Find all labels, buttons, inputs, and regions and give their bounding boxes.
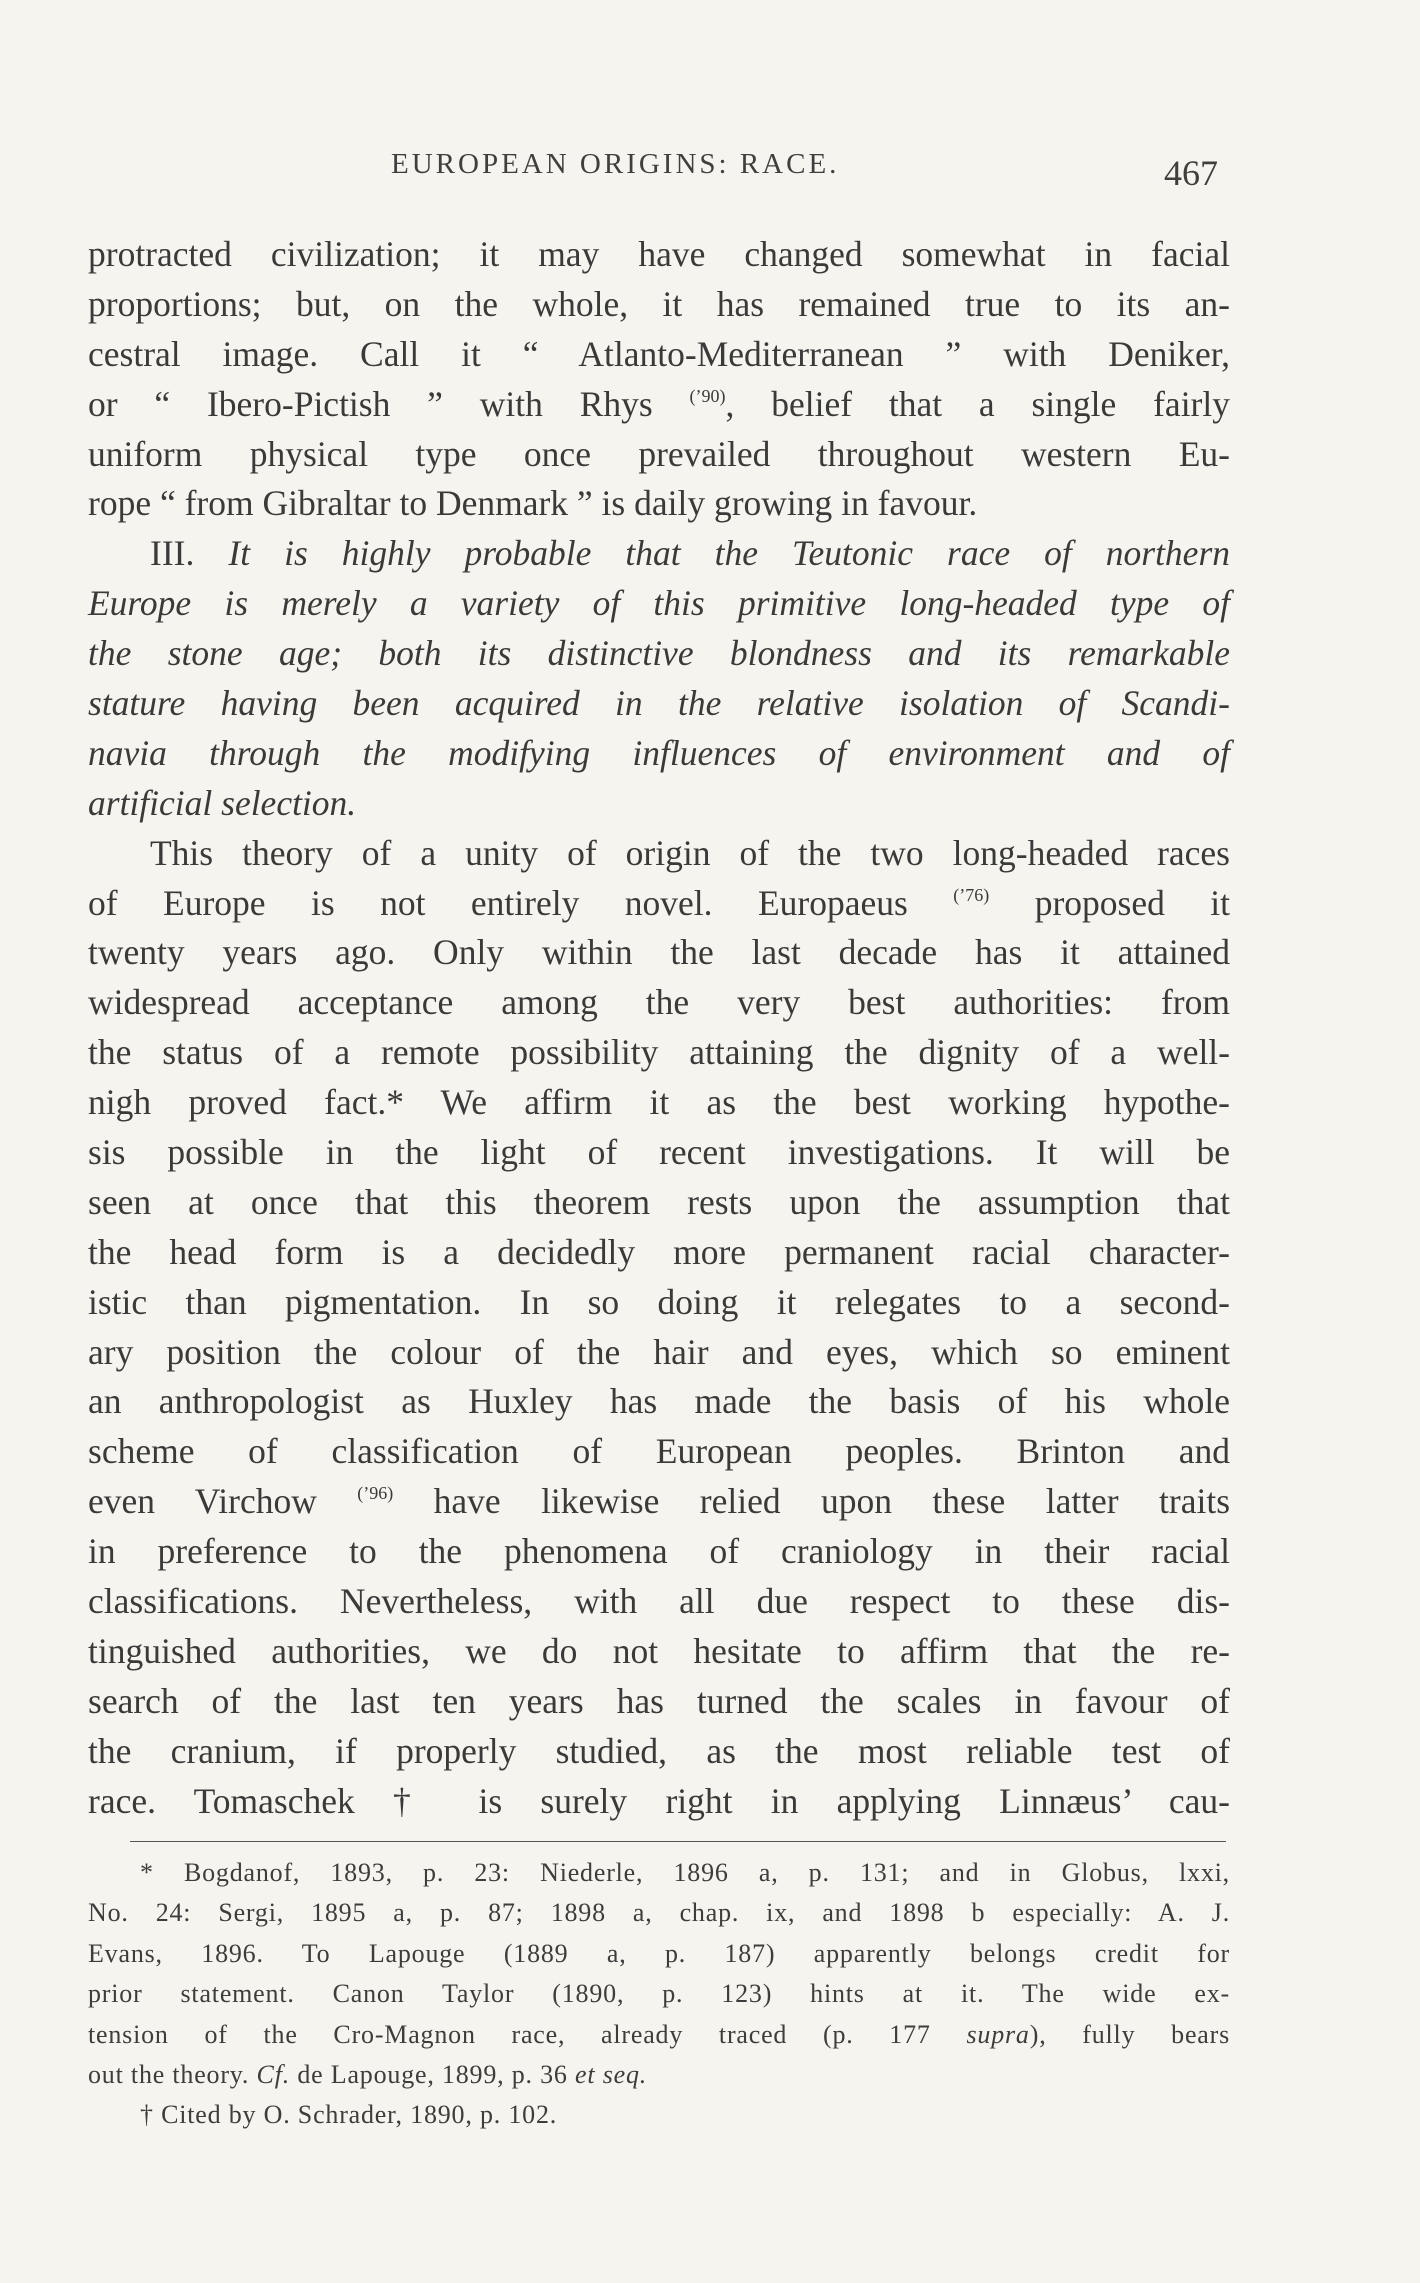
body-line	[88, 380, 1230, 430]
footnote-segment: ), fully bears	[1029, 2019, 1231, 2049]
body-line: nigh proved fact.* We affirm it as the best working hypothe-	[88, 1082, 1230, 1123]
body-line: This theory of a unity of origin of the two long-headed races	[150, 832, 1230, 873]
page-number: 467	[1164, 153, 1218, 193]
footnote-segment: tension of the Cro-Magnon race, already traced (p. 177	[88, 2019, 931, 2049]
footnotes	[88, 1853, 1230, 2136]
book-page	[88, 0, 1230, 2283]
body-line: artificial selection.	[88, 782, 357, 823]
footnote-segment: de Lapouge, 1899, p. 36	[297, 2059, 568, 2089]
footnote-italic: et seq.	[575, 2059, 648, 2089]
section-numeral: III.	[150, 533, 195, 574]
body-line: Europe is merely a variety of this primitive long-headed type of	[88, 583, 1230, 624]
body-text-segment: of Europe is not entirely novel. Europaeus	[88, 882, 908, 923]
body-text-segment: even Virchow	[88, 1481, 317, 1522]
footnote-divider	[130, 1841, 1226, 1842]
footnote-italic: supra	[966, 2019, 1030, 2049]
body-line: the status of a remote possibility attaining the dignity of a well-	[88, 1032, 1230, 1073]
body-line: the head form is a decidedly more permanent racial character-	[88, 1231, 1230, 1272]
body-line: race. Tomaschek † is surely right in applying Linnæus’ cau-	[88, 1780, 1230, 1821]
body-line: seen at once that this theorem rests upon the assumption that	[88, 1181, 1230, 1222]
running-head	[88, 148, 1230, 198]
body-line: proportions; but, on the whole, it has remained true to its an-	[88, 283, 1230, 324]
body-line: the stone age; both its distinctive blondness and its remarkable	[88, 633, 1230, 674]
body-line: uniform physical type once prevailed throughout western Eu-	[88, 433, 1230, 474]
body-text-segment: proposed it	[1034, 882, 1231, 923]
body-line: ary position the colour of the hair and eyes, which so eminent	[88, 1331, 1230, 1372]
footnote-line	[88, 2055, 1230, 2095]
body-line	[88, 529, 1230, 579]
footnote-line: No. 24: Sergi, 1895 a, p. 87; 1898 a, chap. ix, and 1898 b especially: A. J.	[88, 1898, 1230, 1928]
body-line	[88, 879, 1230, 929]
body-line: istic than pigmentation. In so doing it relegates to a second-	[88, 1281, 1230, 1322]
reference-citation: (’96)	[357, 1483, 394, 1504]
footnote-line	[88, 2015, 1230, 2055]
body-line: the cranium, if properly studied, as the most reliable test of	[88, 1730, 1230, 1771]
body-line: sis possible in the light of recent investigations. It will be	[88, 1132, 1230, 1173]
body-line: classifications. Nevertheless, with all due respect to these dis-	[88, 1581, 1230, 1622]
body-line: stature having been acquired in the relative isolation of Scandi-	[88, 683, 1230, 724]
footnote-segment: out the theory.	[88, 2059, 250, 2089]
footnote-italic: Cf.	[256, 2059, 291, 2089]
body-line: an anthropologist as Huxley has made the basis of his whole	[88, 1381, 1230, 1422]
body-text	[88, 230, 1230, 1827]
body-line: twenty years ago. Only within the last decade has it attained	[88, 932, 1230, 973]
footnote-line: * Bogdanof, 1893, p. 23: Niederle, 1896 a, p. 131; and in Globus, lxxi,	[140, 1858, 1230, 1887]
reference-citation: (’76)	[953, 884, 990, 905]
body-line: in preference to the phenomena of craniology in their racial	[88, 1531, 1230, 1572]
body-line: rope “ from Gibraltar to Denmark ” is daily growing in favour.	[88, 483, 978, 524]
footnote-line: † Cited by O. Schrader, 1890, p. 102.	[140, 2100, 558, 2130]
body-line	[88, 1477, 1230, 1527]
footnote-line: prior statement. Canon Taylor (1890, p. 123) hints at it. The wide ex-	[88, 1979, 1230, 2009]
body-line: tinguished authorities, we do not hesitate to affirm that the re-	[88, 1630, 1230, 1671]
body-text-segment: have likewise relied upon these latter traits	[433, 1481, 1231, 1522]
footnote-line: Evans, 1896. To Lapouge (1889 a, p. 187) apparently belongs credit for	[88, 1938, 1230, 1968]
body-line: scheme of classification of European peoples. Brinton and	[88, 1431, 1230, 1472]
reference-citation: (’90)	[689, 385, 726, 406]
body-text-segment: or “ Ibero-Pictish ” with Rhys	[88, 383, 653, 424]
body-line: widespread acceptance among the very best authorities: from	[88, 982, 1230, 1023]
italic-thesis: It is highly probable that the Teutonic race of northern	[228, 533, 1231, 574]
body-line: search of the last ten years has turned the scales in favour of	[88, 1680, 1230, 1721]
body-line: navia through the modifying influences of environment and of	[88, 732, 1230, 773]
running-title: EUROPEAN ORIGINS: RACE.	[391, 148, 840, 180]
body-text-segment: , belief that a single fairly	[725, 383, 1230, 424]
body-line: protracted civilization; it may have changed somewhat in facial	[88, 234, 1230, 274]
body-line: cestral image. Call it “ Atlanto-Mediterranean ” with Deniker,	[88, 333, 1230, 374]
